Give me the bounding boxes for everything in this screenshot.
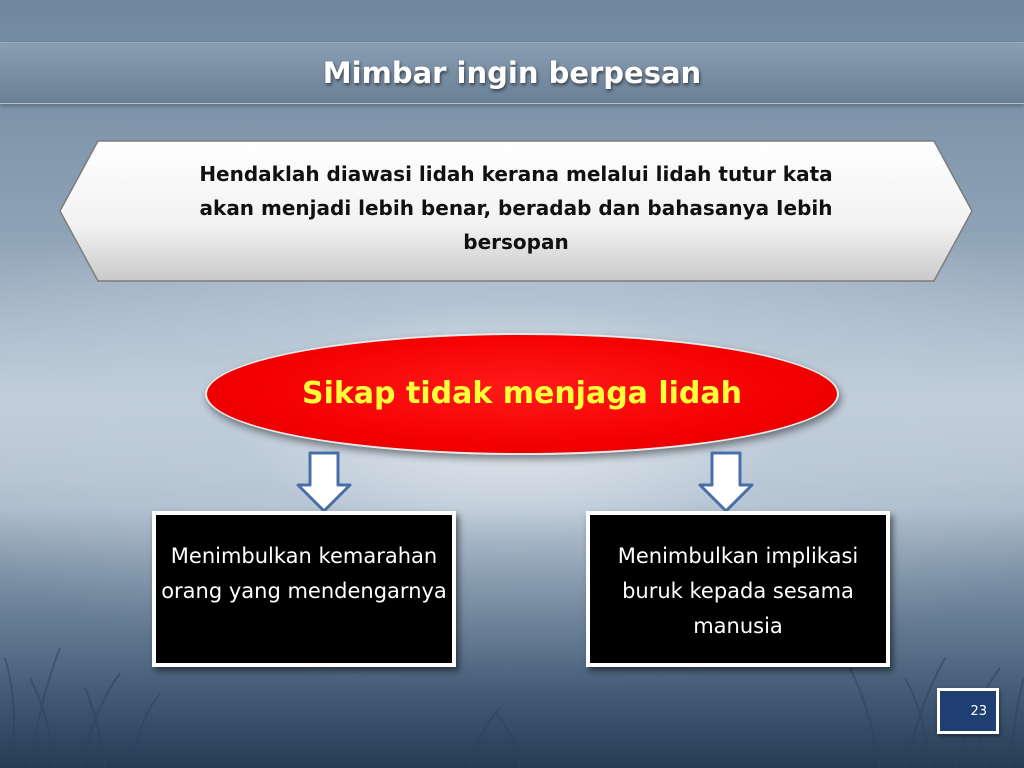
down-arrow-icon <box>698 451 754 513</box>
outcome-box-right: Menimbulkan implikasi buruk kepada sesama manusia <box>586 511 890 667</box>
down-arrow-icon <box>296 451 352 513</box>
outcome-box-left: Menimbulkan kemarahan orang yang mendengarnya <box>152 511 456 667</box>
banner-text: Hendaklah diawasi lidah kerana melalui lidah tutur kata akan menjadi lebih benar, beradab dan bahasanya Iebih bersopan <box>199 162 833 254</box>
central-ellipse <box>205 333 839 455</box>
central-label: Sikap tidak menjaga lidah <box>301 376 743 411</box>
message-banner <box>58 139 974 283</box>
title-band <box>0 42 1024 104</box>
page-number-badge <box>937 688 999 734</box>
slide-title: Mimbar ingin berpesan <box>322 56 702 90</box>
page-number: 23 <box>970 704 987 719</box>
